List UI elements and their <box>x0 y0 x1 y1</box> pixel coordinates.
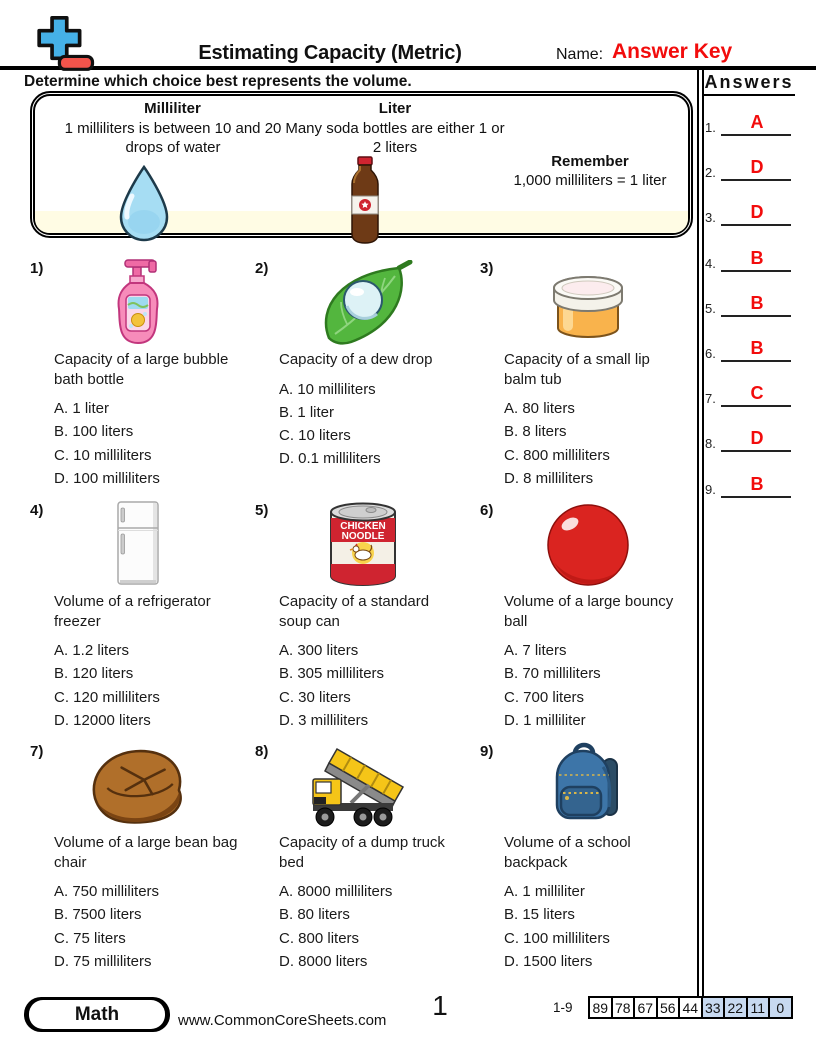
choice: A. 1 liter <box>54 400 110 417</box>
question-4 <box>28 498 250 732</box>
question-prompt: Capacity of a standard soup can <box>279 593 430 630</box>
answer-letter: B <box>750 293 764 313</box>
answer-number: 4. <box>705 256 716 271</box>
milliliter-title: Milliliter <box>144 100 201 117</box>
choice: B. 80 liters <box>279 906 350 924</box>
question-9 <box>478 739 700 973</box>
answers-title: Answers <box>703 72 795 96</box>
choice: C. 75 liters <box>54 929 126 947</box>
question-8 <box>253 739 475 973</box>
answer-letter: C <box>750 383 764 403</box>
choice: D. 0.1 milliliters <box>279 450 381 468</box>
choice: C. 800 liters <box>279 929 360 947</box>
school-backpack-icon <box>508 739 668 829</box>
question-number: 5) <box>255 502 269 519</box>
question-number: 2) <box>255 260 269 277</box>
bubble-bath-bottle-icon <box>58 256 218 346</box>
answer-number: 8. <box>705 436 716 451</box>
choice: D. 8000 liters <box>279 952 368 970</box>
choice: A. 300 liters <box>279 642 359 659</box>
answer-letter: D <box>750 428 764 448</box>
choice: C. 120 milliliters <box>54 688 160 706</box>
score-cell: 11 <box>746 996 771 1019</box>
answer-number: 6. <box>705 346 716 361</box>
answer-number: 9. <box>705 482 716 497</box>
score-cell: 33 <box>701 996 726 1019</box>
answer-number: 5. <box>705 301 716 316</box>
question-5 <box>253 498 475 732</box>
choice: B. 305 milliliters <box>279 665 385 683</box>
can-label-line2: NOODLE <box>341 531 385 542</box>
choice: C. 700 liters <box>504 688 585 706</box>
liter-desc: Many soda bottles are either 1 or 2 liters <box>285 120 505 156</box>
choice: B. 8 liters <box>504 423 567 441</box>
answer-slot-9 <box>705 464 793 498</box>
choice: B. 7500 liters <box>54 906 142 924</box>
question-prompt: Volume of a refrigerator freezer <box>54 593 211 630</box>
choice: C. 30 liters <box>279 688 351 706</box>
score-cell: 22 <box>723 996 748 1019</box>
choice-list <box>279 639 475 732</box>
answer-number: 2. <box>705 165 716 180</box>
choice-list <box>54 397 250 490</box>
lip-balm-tub-icon <box>508 256 668 346</box>
choice: B. 15 liters <box>504 906 575 924</box>
can-label-line1: CHICKEN <box>340 521 386 532</box>
question-number: 6) <box>480 502 494 519</box>
answer-underline <box>721 450 791 452</box>
choice: C. 100 milliliters <box>504 929 610 947</box>
choice-list <box>504 639 700 732</box>
answer-underline <box>721 270 791 272</box>
question-1 <box>28 256 250 490</box>
question-number: 3) <box>480 260 494 277</box>
score-cell: 56 <box>656 996 681 1019</box>
question-number: 4) <box>30 502 44 519</box>
answer-underline <box>721 315 791 317</box>
answer-letter: B <box>750 474 764 494</box>
choice: D. 3 milliliters <box>279 711 369 729</box>
answer-number: 3. <box>705 210 716 225</box>
question-prompt: Volume of a large bouncy ball <box>504 593 674 630</box>
answer-slot-2 <box>705 147 793 181</box>
score-cell: 89 <box>588 996 613 1019</box>
answer-number: 7. <box>705 391 716 406</box>
choice-list <box>54 880 250 973</box>
page-number: 1 <box>432 990 448 1021</box>
website-url: www.CommonCoreSheets.com <box>178 1012 387 1029</box>
answer-slot-6 <box>705 328 793 362</box>
answer-underline <box>721 405 791 407</box>
answer-letter: B <box>750 338 764 358</box>
bean-bag-chair-icon <box>58 739 218 829</box>
question-prompt: Volume of a school backpack <box>504 834 631 871</box>
choice: A. 10 milliliters <box>279 380 376 398</box>
remember-title: Remember <box>551 153 629 170</box>
answer-underline <box>721 134 791 136</box>
choice-list <box>279 378 475 471</box>
answer-letter: D <box>750 157 764 177</box>
choice: A. 750 milliliters <box>54 883 160 900</box>
answer-letter: B <box>750 248 764 268</box>
choice-list <box>504 880 700 973</box>
answer-number: 1. <box>705 120 716 135</box>
answer-slot-7 <box>705 373 793 407</box>
question-number: 7) <box>30 743 44 760</box>
choice-list <box>54 639 250 732</box>
choice: D. 100 milliliters <box>54 469 160 487</box>
page-title: Estimating Capacity (Metric) <box>198 42 462 64</box>
liter-title: Liter <box>378 100 412 117</box>
choice-list <box>279 880 475 973</box>
question-prompt: Capacity of a large bubble bath bottle <box>54 351 229 388</box>
question-prompt: Capacity of a dump truck bed <box>279 834 445 871</box>
choice: B. 120 liters <box>54 665 134 683</box>
answer-underline <box>721 496 791 498</box>
choice: A. 1.2 liters <box>54 642 130 659</box>
reference-box <box>30 91 693 238</box>
plus-minus-logo-icon <box>28 16 100 78</box>
choice: A. 8000 milliliters <box>279 883 393 900</box>
answer-slot-5 <box>705 283 793 317</box>
answer-slot-8 <box>705 418 793 452</box>
choice: C. 10 liters <box>279 427 351 445</box>
score-range-label: 1-9 <box>553 1000 573 1015</box>
choice: A. 1 milliliter <box>504 883 585 900</box>
answer-underline <box>721 179 791 181</box>
header-divider <box>0 66 816 70</box>
answer-letter: A <box>750 112 764 132</box>
question-6 <box>478 498 700 732</box>
answer-letter: D <box>750 202 764 222</box>
answer-slot-1 <box>705 102 793 136</box>
milliliter-desc: 1 milliliters is between 10 and 20 drops of water <box>64 120 282 156</box>
refrigerator-icon <box>58 498 218 588</box>
choice: D. 1 milliliter <box>504 711 586 729</box>
question-prompt: Capacity of a small lip balm tub <box>504 351 650 388</box>
question-number: 8) <box>255 743 269 760</box>
question-2 <box>253 256 475 471</box>
math-brand-label: Math <box>29 1000 165 1029</box>
choice: D. 1500 liters <box>504 952 593 970</box>
score-table <box>588 996 793 1019</box>
question-7 <box>28 739 250 973</box>
choice: C. 800 milliliters <box>504 446 610 464</box>
dump-truck-icon <box>283 739 443 829</box>
score-cell: 67 <box>633 996 658 1019</box>
choice: B. 70 milliliters <box>504 665 601 683</box>
name-label: Name: <box>556 46 604 63</box>
question-prompt: Volume of a large bean bag chair <box>54 834 238 871</box>
choice: C. 10 milliliters <box>54 446 152 464</box>
water-drop-icon <box>113 164 175 249</box>
answer-slot-4 <box>705 238 793 272</box>
choice-list <box>504 397 700 490</box>
answer-slot-3 <box>705 192 793 226</box>
math-brand-badge <box>24 997 170 1032</box>
bouncy-ball-icon <box>508 498 668 588</box>
score-cell: 0 <box>768 996 793 1019</box>
answer-underline <box>721 360 791 362</box>
question-number: 9) <box>480 743 494 760</box>
remember-text: 1,000 milliliters = 1 liter <box>513 172 667 189</box>
soup-can-icon <box>283 498 443 588</box>
dew-drop-leaf-icon <box>283 256 443 346</box>
instruction-text: Determine which choice best represents the volume. <box>24 73 412 90</box>
answer-underline <box>721 224 791 226</box>
choice: A. 80 liters <box>504 400 575 417</box>
score-cell: 44 <box>678 996 703 1019</box>
choice: D. 8 milliliters <box>504 469 594 487</box>
answer-key-text: Answer Key <box>612 40 733 63</box>
soda-bottle-icon <box>347 156 383 249</box>
choice: B. 1 liter <box>279 403 335 421</box>
question-3 <box>478 256 700 490</box>
choice: D. 12000 liters <box>54 711 151 729</box>
question-prompt: Capacity of a dew drop <box>279 351 433 368</box>
question-number: 1) <box>30 260 44 277</box>
choice: A. 7 liters <box>504 642 567 659</box>
score-cell: 78 <box>611 996 636 1019</box>
choice: D. 75 milliliters <box>54 952 152 970</box>
choice: B. 100 liters <box>54 423 134 441</box>
